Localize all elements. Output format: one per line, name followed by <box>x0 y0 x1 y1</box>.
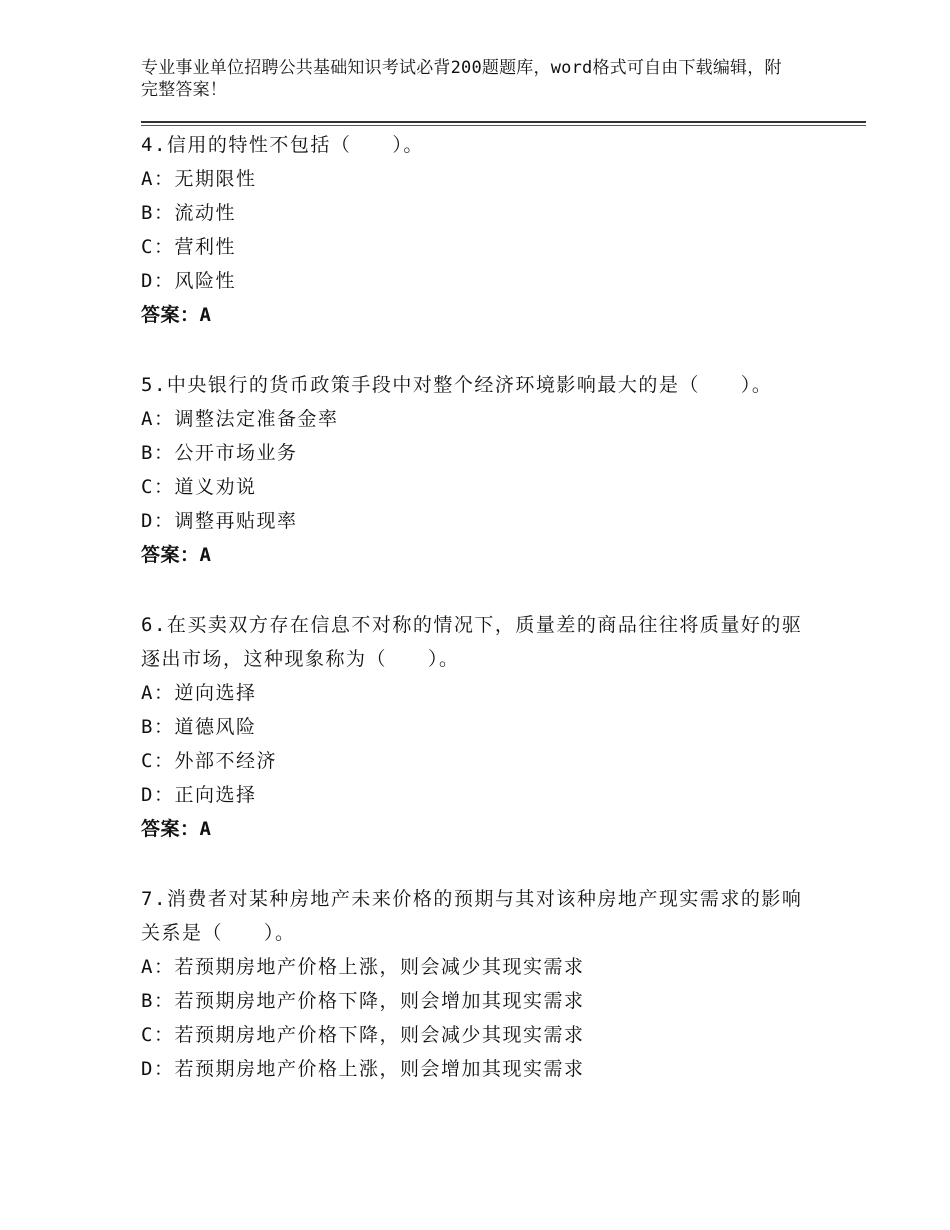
answer: 答案：A <box>141 544 212 566</box>
question-5 <box>141 368 821 572</box>
header-rule-thin <box>141 125 866 126</box>
option-d: D：若预期房地产价格上涨，则会增加其现实需求 <box>141 1058 585 1080</box>
question-7 <box>141 882 821 1086</box>
option-d: D：调整再贴现率 <box>141 510 298 532</box>
question-stem: 4.信用的特性不包括（ ）。 <box>141 134 424 156</box>
option-b: B：公开市场业务 <box>141 442 298 464</box>
option-c: C：若预期房地产价格下降，则会减少其现实需求 <box>141 1024 585 1046</box>
option-a: A：调整法定准备金率 <box>141 408 339 430</box>
option-a: A：无期限性 <box>141 168 257 190</box>
question-list <box>141 128 821 1122</box>
question-stem: 6.在买卖双方存在信息不对称的情况下，质量差的商品往往将质量好的驱逐出市场，这种现象称为（ ）。 <box>141 614 803 670</box>
question-stem: 5.中央银行的货币政策手段中对整个经济环境影响最大的是（ ）。 <box>141 374 773 396</box>
document-header: 专业事业单位招聘公共基础知识考试必背200题题库，word格式可自由下载编辑，附完整答案！ <box>141 58 782 100</box>
question-stem: 7.消费者对某种房地产未来价格的预期与其对该种房地产现实需求的影响关系是（ ）。 <box>141 888 803 944</box>
option-c: C：外部不经济 <box>141 750 277 772</box>
option-d: D：风险性 <box>141 270 236 292</box>
header-rule-thick <box>141 121 866 123</box>
answer: 答案：A <box>141 818 212 840</box>
option-a: A：若预期房地产价格上涨，则会减少其现实需求 <box>141 956 585 978</box>
option-d: D：正向选择 <box>141 784 257 806</box>
answer: 答案：A <box>141 304 212 326</box>
option-b: B：流动性 <box>141 202 236 224</box>
option-a: A：逆向选择 <box>141 682 257 704</box>
option-b: B：道德风险 <box>141 716 257 738</box>
question-4 <box>141 128 821 332</box>
option-c: C：道义劝说 <box>141 476 257 498</box>
option-b: B：若预期房地产价格下降，则会增加其现实需求 <box>141 990 585 1012</box>
question-6 <box>141 608 821 846</box>
option-c: C：营利性 <box>141 236 236 258</box>
